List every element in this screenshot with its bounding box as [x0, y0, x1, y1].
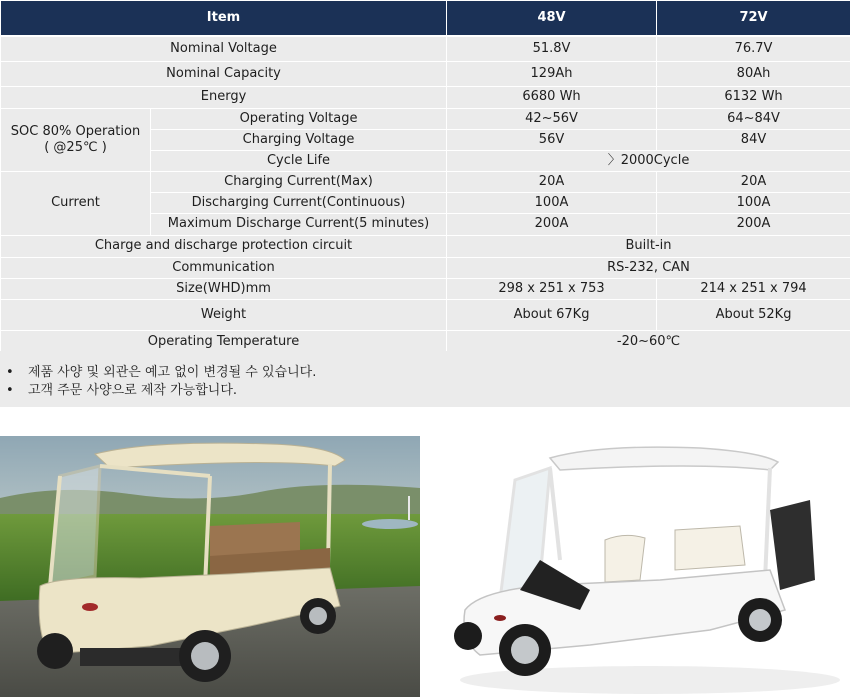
header-72v: 72V — [657, 1, 850, 37]
table-row — [1, 330, 850, 353]
cell-shared: -20~60℃ — [447, 330, 850, 353]
row-label: Size(WHD)mm — [1, 278, 447, 299]
header-48v: 48V — [447, 1, 657, 37]
cell-72v: 6132 Wh — [657, 86, 850, 108]
note-item — [6, 361, 316, 380]
cell-shared: RS-232, CAN — [447, 257, 850, 278]
row-label: Operating Voltage — [151, 108, 447, 129]
cell-48v: 129Ah — [447, 61, 657, 86]
cell-48v: 200A — [447, 213, 657, 235]
cell-72v: 200A — [657, 213, 850, 235]
row-label: Communication — [1, 257, 447, 278]
row-label: Weight — [1, 299, 447, 330]
row-label: Charging Current(Max) — [151, 171, 447, 192]
bullet-icon: • — [6, 383, 14, 398]
group-label-soc — [1, 108, 151, 171]
table-row — [1, 61, 850, 86]
cell-48v: 42~56V — [447, 108, 657, 129]
bullet-icon: • — [6, 365, 14, 380]
table-row — [1, 36, 850, 61]
cell-shared: 〉2000Cycle — [447, 150, 850, 171]
cell-72v: 100A — [657, 192, 850, 213]
row-label: Operating Temperature — [1, 330, 447, 353]
cell-48v: About 67Kg — [447, 299, 657, 330]
table-row — [1, 86, 850, 108]
row-label: Maximum Discharge Current(5 minutes) — [151, 213, 447, 235]
golf-cart-cream-image — [0, 436, 420, 697]
cell-48v: 56V — [447, 129, 657, 150]
table-row — [1, 257, 850, 278]
cell-shared: Built-in — [447, 235, 850, 257]
cell-48v: 100A — [447, 192, 657, 213]
header-row — [1, 1, 850, 37]
note-text: 고객 주문 사양으로 제작 가능합니다. — [28, 383, 238, 398]
golf-cart-white-image — [440, 440, 850, 697]
cell-72v: 84V — [657, 129, 850, 150]
table-row — [1, 171, 850, 192]
table-row — [1, 299, 850, 330]
soc-group-sub: ( @25℃ ) — [44, 139, 107, 155]
row-label: Nominal Voltage — [1, 36, 447, 61]
row-label: Discharging Current(Continuous) — [151, 192, 447, 213]
cell-72v: About 52Kg — [657, 299, 850, 330]
table-row — [1, 108, 850, 129]
cell-72v: 214 x 251 x 794 — [657, 278, 850, 299]
header-item: Item — [1, 1, 447, 37]
note-text: 제품 사양 및 외관은 예고 없이 변경될 수 있습니다. — [28, 365, 317, 380]
row-label: Charging Voltage — [151, 129, 447, 150]
row-label: Charge and discharge protection circuit — [1, 235, 447, 257]
cell-72v: 76.7V — [657, 36, 850, 61]
cell-48v: 51.8V — [447, 36, 657, 61]
soc-group-title: SOC 80% Operation — [10, 123, 141, 139]
cell-72v: 64~84V — [657, 108, 850, 129]
notes-box — [0, 351, 850, 407]
cell-72v: 80Ah — [657, 61, 850, 86]
note-item — [6, 379, 237, 398]
golf-cart-photo-white — [440, 440, 850, 697]
row-label: Nominal Capacity — [1, 61, 447, 86]
cell-48v: 6680 Wh — [447, 86, 657, 108]
table-row — [1, 278, 850, 299]
cell-48v: 20A — [447, 171, 657, 192]
table-row — [1, 235, 850, 257]
row-label: Cycle Life — [151, 150, 447, 171]
group-label-current: Current — [1, 171, 151, 235]
golf-cart-photo-cream — [0, 436, 420, 697]
row-label: Energy — [1, 86, 447, 108]
cell-72v: 20A — [657, 171, 850, 192]
cell-48v: 298 x 251 x 753 — [447, 278, 657, 299]
